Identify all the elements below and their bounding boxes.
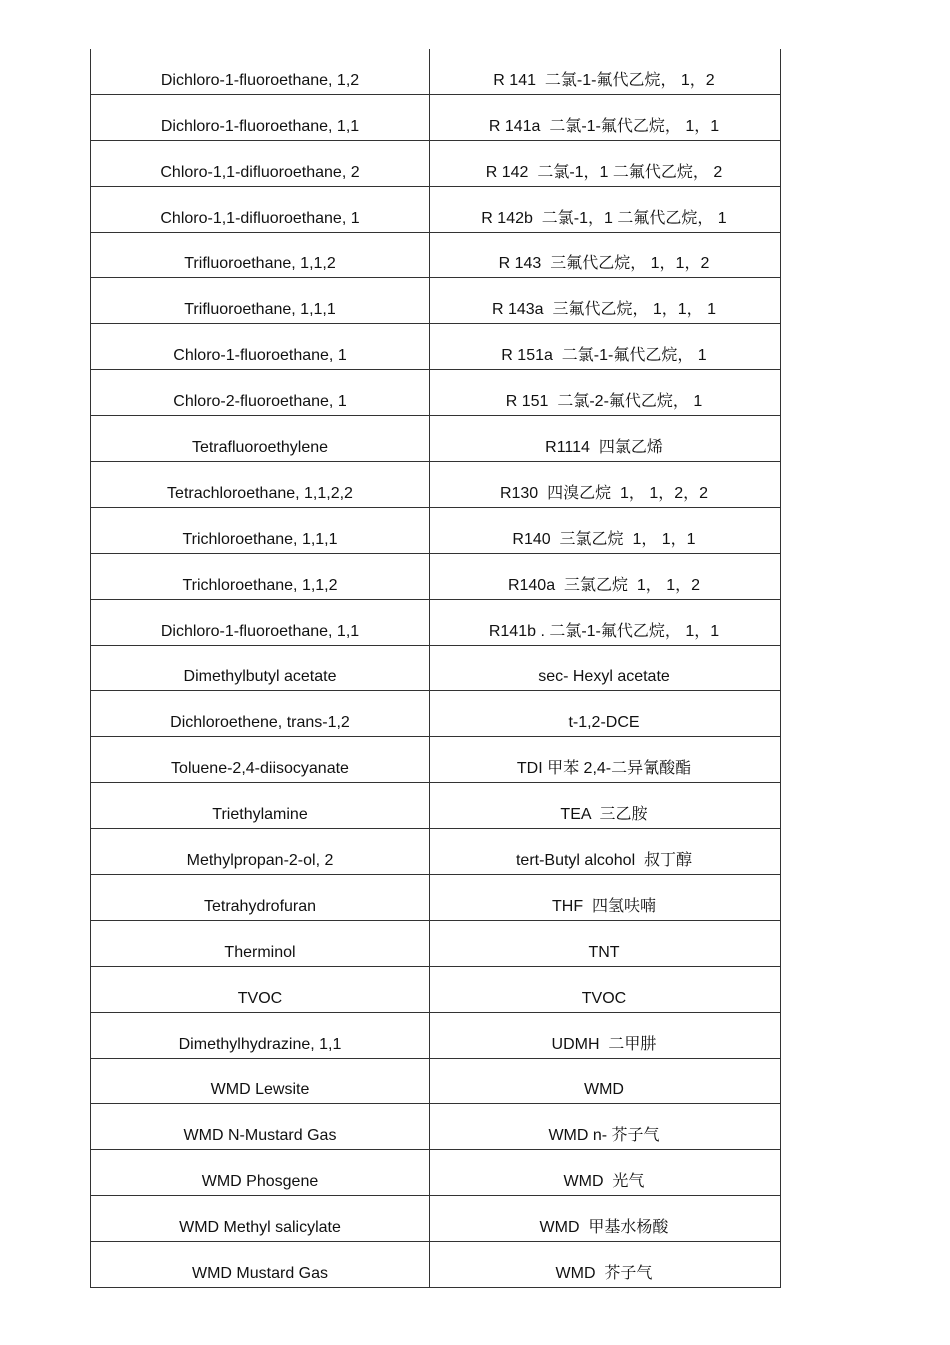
compound-code-cell: R 141a 二氯-1-氟代乙烷， 1，1: [488, 117, 720, 135]
compound-code-cell: R141b . 二氯-1-氟代乙烷， 1，1: [488, 622, 720, 640]
compound-code-cell: sec- Hexyl acetate: [538, 668, 670, 686]
compound-name-cell: WMD N-Mustard Gas: [91, 1104, 430, 1149]
compound-name-cell: Tetrafluoroethylene: [91, 416, 430, 461]
compound-code-cell: WMD: [584, 1081, 624, 1099]
compound-code-cell: R130 四溴乙烷 1， 1，2，2: [499, 484, 709, 502]
compound-name-cell: WMD Methyl salicylate: [91, 1196, 430, 1241]
compound-code-cell: tert-Butyl alcohol 叔丁醇: [515, 852, 693, 870]
table-row: [91, 1059, 780, 1105]
table-row: [91, 646, 780, 692]
compound-code-cell: WMD 芥子气: [555, 1265, 653, 1283]
compound-name-cell: Trichloroethane, 1,1,1: [91, 508, 430, 553]
compound-code-cell: WMD n- 芥子气: [548, 1127, 660, 1145]
table-row: [91, 875, 780, 921]
table-row: [91, 324, 780, 370]
compound-name-cell: Dimethylhydrazine, 1,1: [91, 1013, 430, 1058]
compound-code-cell: R140a 三氯乙烷 1， 1，2: [507, 576, 701, 594]
table-row: [91, 187, 780, 233]
compound-code-cell: R 141 二氯-1-氟代乙烷， 1，2: [493, 71, 715, 89]
table-row: [91, 1013, 780, 1059]
compound-code-cell: TNT: [588, 943, 620, 961]
compound-code-cell: THF 四氢呋喃: [552, 897, 656, 915]
table-row: [91, 737, 780, 783]
table-row: [91, 1242, 780, 1288]
compound-code-cell: R1114 四氯乙烯: [545, 439, 663, 457]
compound-name-cell: Dichloroethene, trans-1,2: [91, 691, 430, 736]
table-row: [91, 462, 780, 508]
table-row: [91, 554, 780, 600]
compound-name-cell: Toluene-2,4-diisocyanate: [91, 737, 430, 782]
compound-name-cell: Chloro-1,1-difluoroethane, 2: [91, 141, 430, 186]
compound-code-cell: UDMH 二甲肼: [551, 1035, 657, 1053]
compound-name-cell: Dichloro-1-fluoroethane, 1,2: [91, 49, 430, 94]
compound-code-cell: R 151 二氯-2-氟代乙烷， 1: [505, 393, 703, 411]
compound-name-cell: Dichloro-1-fluoroethane, 1,1: [91, 95, 430, 140]
table-row: [91, 783, 780, 829]
table-row: [91, 1104, 780, 1150]
compound-name-cell: TVOC: [91, 967, 430, 1012]
table-row: [91, 416, 780, 462]
compound-code-cell: R 143a 三氟代乙烷， 1，1， 1: [491, 301, 717, 319]
compound-name-cell: Dichloro-1-fluoroethane, 1,1: [91, 600, 430, 645]
compound-name-cell: Methylpropan-2-ol, 2: [91, 829, 430, 874]
table-row: [91, 233, 780, 279]
compound-code-cell: R 143 三氟代乙烷， 1，1，2: [498, 255, 710, 273]
compound-code-cell: WMD 甲基水杨酸: [539, 1219, 669, 1237]
compound-code-cell: TEA 三乙胺: [560, 806, 648, 824]
table-row: [91, 1196, 780, 1242]
compound-code-cell: R 151a 二氯-1-氟代乙烷， 1: [501, 347, 707, 365]
compound-code-cell: TDI 甲苯 2,4-二异氰酸酯: [516, 760, 692, 778]
compound-name-cell: WMD Phosgene: [91, 1150, 430, 1195]
compound-code-cell: t-1,2-DCE: [568, 714, 640, 732]
compound-name-cell: WMD Lewsite: [91, 1059, 430, 1104]
compound-code-cell: R 142 二氯-1，1 二氟代乙烷， 2: [485, 163, 723, 181]
compound-name-cell: Chloro-1-fluoroethane, 1: [91, 324, 430, 369]
table-row: [91, 921, 780, 967]
table-row: [91, 967, 780, 1013]
compound-name-cell: Tetrahydrofuran: [91, 875, 430, 920]
compound-name-cell: Chloro-2-fluoroethane, 1: [91, 370, 430, 415]
compound-name-cell: WMD Mustard Gas: [91, 1242, 430, 1287]
table-row: [91, 1150, 780, 1196]
compound-code-cell: R 142b 二氯-1，1 二氟代乙烷， 1: [481, 209, 727, 227]
compound-name-cell: Trifluoroethane, 1,1,1: [91, 278, 430, 323]
compound-table: [90, 49, 781, 1288]
compound-name-cell: Tetrachloroethane, 1,1,2,2: [91, 462, 430, 507]
compound-code-cell: WMD 光气: [563, 1173, 645, 1191]
compound-code-cell: R140 三氯乙烷 1， 1，1: [512, 530, 696, 548]
table-row: [91, 49, 780, 95]
compound-name-cell: Trifluoroethane, 1,1,2: [91, 233, 430, 278]
compound-name-cell: Triethylamine: [91, 783, 430, 828]
compound-name-cell: Trichloroethane, 1,1,2: [91, 554, 430, 599]
compound-name-cell: Chloro-1,1-difluoroethane, 1: [91, 187, 430, 232]
table-row: [91, 508, 780, 554]
table-row: [91, 370, 780, 416]
table-row: [91, 691, 780, 737]
table-row: [91, 278, 780, 324]
compound-name-cell: Therminol: [91, 921, 430, 966]
table-row: [91, 95, 780, 141]
compound-name-cell: Dimethylbutyl acetate: [91, 646, 430, 691]
table-row: [91, 600, 780, 646]
table-row: [91, 829, 780, 875]
table-row: [91, 141, 780, 187]
compound-code-cell: TVOC: [581, 989, 627, 1007]
